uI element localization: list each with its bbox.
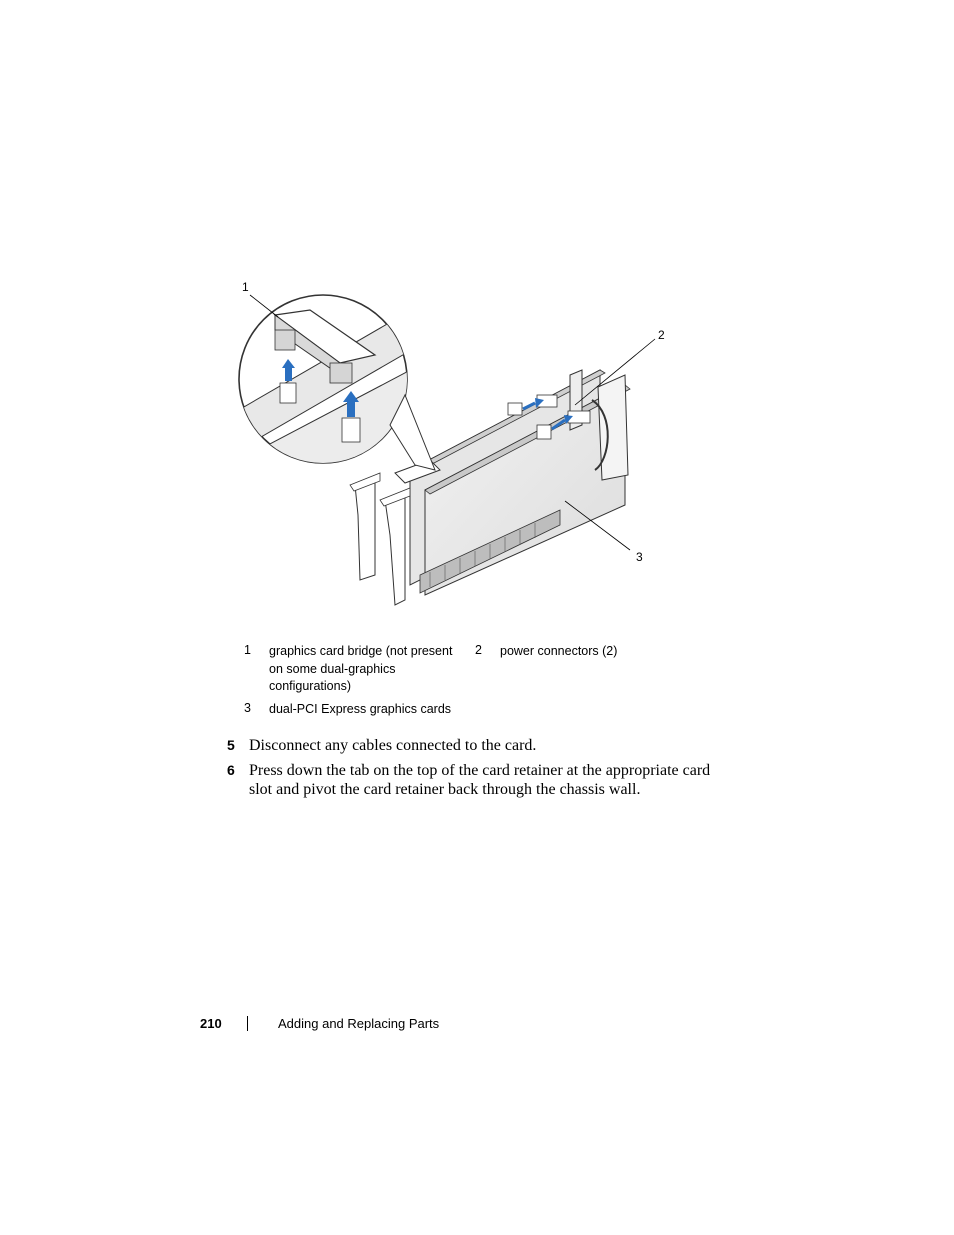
step-5-number: 5	[227, 737, 235, 753]
callout-3: 3	[636, 550, 643, 564]
legend-item-2-line-1: power connectors (2)	[500, 644, 618, 658]
graphics-cards-illustration	[230, 275, 680, 615]
legend-item-3-line-1: dual-PCI Express graphics cards	[269, 702, 452, 716]
footer-separator	[247, 1016, 248, 1031]
step-6-line-2: slot and pivot the card retainer back through the chassis wall.	[249, 781, 641, 798]
step-6-line-1: Press down the tab on the top of the card retainer at the appropriate card	[249, 762, 711, 779]
section-title: Adding and Replacing Parts	[278, 1016, 440, 1031]
legend-item-3-text	[269, 701, 451, 719]
graphics-cards-drawing	[230, 275, 680, 615]
legend-item-1-text	[269, 643, 452, 696]
legend-item-1-line-3: configurations)	[269, 679, 351, 693]
legend-item-2-text	[500, 643, 617, 661]
legend-item-1-line-1: graphics card bridge (not present	[269, 644, 453, 658]
page-number: 210	[200, 1016, 222, 1031]
step-6-number: 6	[227, 762, 235, 778]
step-5-line-1: Disconnect any cables connected to the card.	[249, 737, 537, 754]
legend-item-3-number: 3	[244, 701, 251, 715]
legend-item-2-number: 2	[475, 643, 482, 657]
legend-item-1-number: 1	[244, 643, 251, 657]
step-6-text	[249, 761, 719, 799]
legend-item-1-line-2: on some dual-graphics	[269, 661, 396, 676]
callout-2: 2	[658, 328, 665, 342]
step-5-text	[249, 736, 719, 755]
callout-1: 1	[242, 280, 249, 294]
